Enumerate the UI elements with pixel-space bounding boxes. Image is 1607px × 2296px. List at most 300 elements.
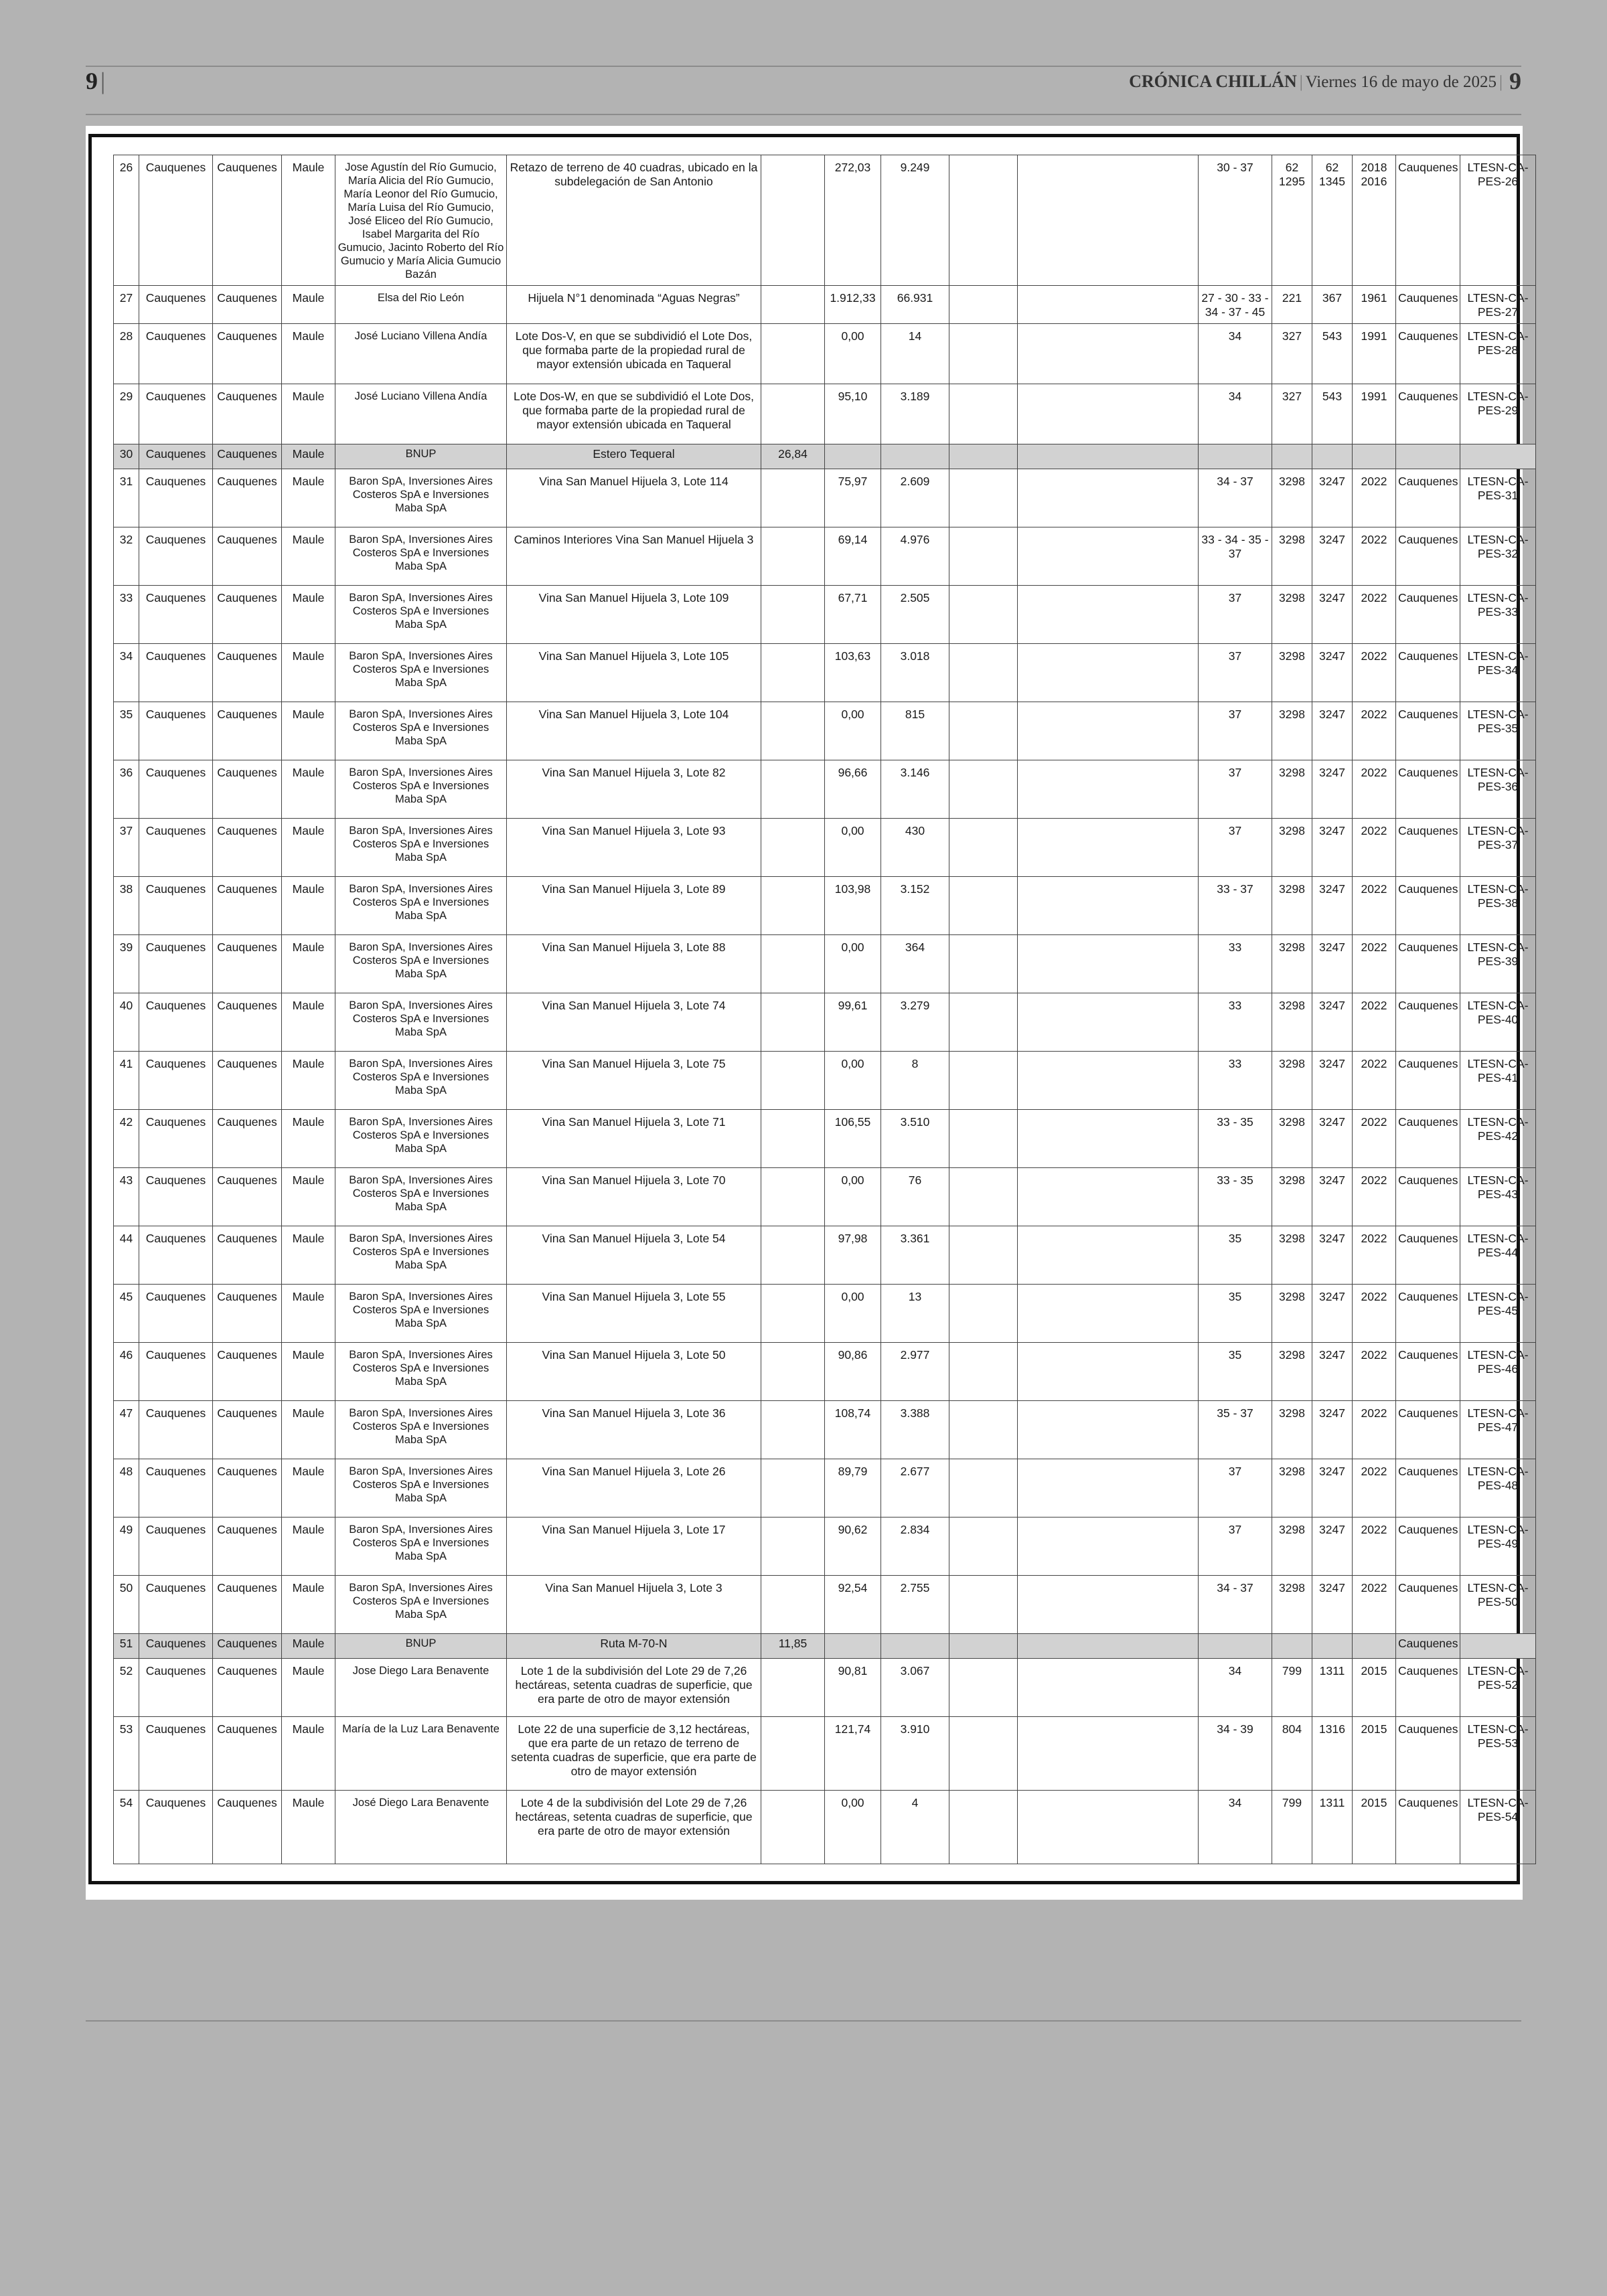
footer-rule (86, 2020, 1521, 2022)
cell-bnup-area (761, 1343, 825, 1401)
table-row (114, 993, 1536, 1052)
cell-commune: Cauquenes (139, 1634, 213, 1659)
cell-plan-code: LTESN-CA-PES-48 (1460, 1459, 1536, 1518)
cell-vertices (1199, 1634, 1272, 1659)
cell-area-a: 272,03 (825, 155, 881, 286)
cell-vertices: 34 - 37 (1199, 469, 1272, 527)
cell-bnup-area (761, 877, 825, 935)
table-row (114, 1659, 1536, 1717)
cell-fojas: 3298 (1272, 1226, 1312, 1285)
cell-area-b: 364 (881, 935, 949, 993)
cell-fojas: 3298 (1272, 1168, 1312, 1226)
cell-registry-office: Cauquenes (1396, 819, 1460, 877)
cell-region: Maule (282, 1791, 335, 1864)
cell-vertices: 30 - 37 (1199, 155, 1272, 286)
cell-bnup-area (761, 644, 825, 702)
cell-number: 31 (114, 469, 139, 527)
cell-number: 46 (114, 1343, 139, 1401)
cell-empty-1 (949, 1343, 1018, 1401)
cell-number: 52 (114, 1659, 139, 1717)
cell-plan-code (1460, 444, 1536, 469)
cell-number: 34 (114, 644, 139, 702)
cell-number: 36 (114, 760, 139, 819)
cell-description: Vina San Manuel Hijuela 3, Lote 36 (507, 1401, 761, 1459)
cell-number: 27 (114, 286, 139, 324)
cell-year: 2015 (1353, 1791, 1396, 1864)
cell-description: Estero Tequeral (507, 444, 761, 469)
cell-province: Cauquenes (213, 1634, 282, 1659)
cell-province: Cauquenes (213, 527, 282, 586)
cell-year: 2022 (1353, 469, 1396, 527)
table-row (114, 384, 1536, 444)
header-masthead (1129, 67, 1521, 96)
cell-registry-office: Cauquenes (1396, 1052, 1460, 1110)
cell-commune: Cauquenes (139, 155, 213, 286)
table-row (114, 1576, 1536, 1634)
cell-empty-2 (1018, 877, 1199, 935)
cell-owner: Baron SpA, Inversiones Aires Costeros SpA e Inversiones Maba SpA (335, 1401, 507, 1459)
cell-owner: Baron SpA, Inversiones Aires Costeros SpA e Inversiones Maba SpA (335, 702, 507, 760)
cell-region: Maule (282, 877, 335, 935)
cell-region: Maule (282, 1459, 335, 1518)
table-row (114, 1518, 1536, 1576)
cell-description: Vina San Manuel Hijuela 3, Lote 26 (507, 1459, 761, 1518)
cell-province: Cauquenes (213, 1226, 282, 1285)
cell-commune: Cauquenes (139, 1576, 213, 1634)
cell-year: 2022 (1353, 1518, 1396, 1576)
cell-area-a: 90,86 (825, 1343, 881, 1401)
cell-area-b: 3.146 (881, 760, 949, 819)
cell-area-b: 14 (881, 324, 949, 384)
cell-vertices: 33 (1199, 1052, 1272, 1110)
cell-owner: Jose Diego Lara Benavente (335, 1659, 507, 1717)
cell-description: Lote 1 de la subdivisión del Lote 29 de 7,26 hectáreas, setenta cuadras de superficie, que era parte de otro de mayor extensión (507, 1659, 761, 1717)
header-separator-1: | (1299, 73, 1303, 91)
cell-vertices: 33 - 35 (1199, 1168, 1272, 1226)
cell-owner: Baron SpA, Inversiones Aires Costeros SpA e Inversiones Maba SpA (335, 935, 507, 993)
cell-number: 32 (114, 527, 139, 586)
table-row (114, 1634, 1536, 1659)
cell-province: Cauquenes (213, 1791, 282, 1864)
cell-number: 42 (114, 1110, 139, 1168)
cell-province: Cauquenes (213, 935, 282, 993)
cell-commune: Cauquenes (139, 1791, 213, 1864)
cell-province: Cauquenes (213, 155, 282, 286)
cell-registry-number: 3247 (1312, 702, 1353, 760)
cell-year: 2015 (1353, 1717, 1396, 1791)
cell-area-b: 3.067 (881, 1659, 949, 1717)
cell-area-a: 0,00 (825, 935, 881, 993)
cell-registry-office: Cauquenes (1396, 1717, 1460, 1791)
cell-province: Cauquenes (213, 444, 282, 469)
cell-bnup-area (761, 1285, 825, 1343)
cell-year: 2022 (1353, 760, 1396, 819)
cell-area-b: 3.018 (881, 644, 949, 702)
cell-vertices: 35 (1199, 1226, 1272, 1285)
cell-owner: María de la Luz Lara Benavente (335, 1717, 507, 1791)
cell-area-b: 8 (881, 1052, 949, 1110)
cell-description: Lote Dos-W, en que se subdividió el Lote Dos, que formaba parte de la propiedad rural de mayor extensión ubicada en Taqueral (507, 384, 761, 444)
cell-description: Vina San Manuel Hijuela 3, Lote 70 (507, 1168, 761, 1226)
cell-empty-1 (949, 1634, 1018, 1659)
cell-registry-number: 1311 (1312, 1791, 1353, 1864)
cell-region: Maule (282, 1634, 335, 1659)
cell-area-b: 2.834 (881, 1518, 949, 1576)
cell-registry-number (1312, 444, 1353, 469)
cell-fojas: 799 (1272, 1791, 1312, 1864)
cell-bnup-area (761, 993, 825, 1052)
cell-empty-2 (1018, 760, 1199, 819)
cell-fojas: 62 1295 (1272, 155, 1312, 286)
cell-bnup-area (761, 286, 825, 324)
cell-vertices: 35 (1199, 1343, 1272, 1401)
cell-registry-number: 3247 (1312, 877, 1353, 935)
cell-commune: Cauquenes (139, 444, 213, 469)
cell-year: 2018 2016 (1353, 155, 1396, 286)
cell-empty-1 (949, 1659, 1018, 1717)
cell-fojas: 327 (1272, 324, 1312, 384)
cell-description: Vina San Manuel Hijuela 3, Lote 75 (507, 1052, 761, 1110)
cell-area-b (881, 1634, 949, 1659)
cell-plan-code: LTESN-CA-PES-33 (1460, 586, 1536, 644)
cell-plan-code: LTESN-CA-PES-26 (1460, 155, 1536, 286)
cell-owner: Baron SpA, Inversiones Aires Costeros SpA e Inversiones Maba SpA (335, 760, 507, 819)
table-row (114, 819, 1536, 877)
cell-region: Maule (282, 1401, 335, 1459)
cell-bnup-area (761, 1518, 825, 1576)
cell-area-b: 2.977 (881, 1343, 949, 1401)
cell-fojas: 3298 (1272, 1518, 1312, 1576)
cell-description: Lote Dos-V, en que se subdividió el Lote Dos, que formaba parte de la propiedad rural de mayor extensión ubicada en Taqueral (507, 324, 761, 384)
cell-registry-office: Cauquenes (1396, 1659, 1460, 1717)
cell-empty-1 (949, 1791, 1018, 1864)
cell-empty-1 (949, 993, 1018, 1052)
cell-plan-code: LTESN-CA-PES-32 (1460, 527, 1536, 586)
cell-empty-2 (1018, 586, 1199, 644)
cell-plan-code: LTESN-CA-PES-42 (1460, 1110, 1536, 1168)
cell-registry-office: Cauquenes (1396, 993, 1460, 1052)
table-row (114, 527, 1536, 586)
table-row (114, 1052, 1536, 1110)
cell-area-b: 815 (881, 702, 949, 760)
cell-registry-office: Cauquenes (1396, 155, 1460, 286)
cell-registry-number: 3247 (1312, 935, 1353, 993)
cell-fojas: 3298 (1272, 1343, 1312, 1401)
cell-registry-number: 3247 (1312, 760, 1353, 819)
cell-empty-2 (1018, 1052, 1199, 1110)
cell-registry-office: Cauquenes (1396, 644, 1460, 702)
cell-registry-number: 3247 (1312, 1285, 1353, 1343)
cell-area-a: 69,14 (825, 527, 881, 586)
cell-plan-code: LTESN-CA-PES-35 (1460, 702, 1536, 760)
cell-region: Maule (282, 527, 335, 586)
cell-empty-2 (1018, 1285, 1199, 1343)
cell-fojas: 799 (1272, 1659, 1312, 1717)
cell-plan-code: LTESN-CA-PES-49 (1460, 1518, 1536, 1576)
cell-registry-number: 3247 (1312, 819, 1353, 877)
cell-area-a: 0,00 (825, 324, 881, 384)
cell-fojas: 3298 (1272, 1459, 1312, 1518)
cell-commune: Cauquenes (139, 1343, 213, 1401)
cell-region: Maule (282, 469, 335, 527)
cell-empty-2 (1018, 1343, 1199, 1401)
cell-empty-1 (949, 702, 1018, 760)
cell-vertices: 33 (1199, 993, 1272, 1052)
cell-vertices: 34 (1199, 1791, 1272, 1864)
cell-description: Vina San Manuel Hijuela 3, Lote 55 (507, 1285, 761, 1343)
cell-owner: Baron SpA, Inversiones Aires Costeros SpA e Inversiones Maba SpA (335, 819, 507, 877)
cell-number: 28 (114, 324, 139, 384)
cell-area-a: 96,66 (825, 760, 881, 819)
cell-registry-office: Cauquenes (1396, 1576, 1460, 1634)
cell-area-a: 89,79 (825, 1459, 881, 1518)
cell-number: 51 (114, 1634, 139, 1659)
cell-empty-2 (1018, 1576, 1199, 1634)
cell-empty-2 (1018, 1791, 1199, 1864)
cell-bnup-area (761, 819, 825, 877)
cell-number: 43 (114, 1168, 139, 1226)
cell-fojas: 804 (1272, 1717, 1312, 1791)
table-row (114, 444, 1536, 469)
cell-registry-number: 3247 (1312, 644, 1353, 702)
cell-number: 33 (114, 586, 139, 644)
cell-description: Vina San Manuel Hijuela 3, Lote 89 (507, 877, 761, 935)
cell-empty-2 (1018, 286, 1199, 324)
cell-commune: Cauquenes (139, 760, 213, 819)
cell-region: Maule (282, 1226, 335, 1285)
cell-bnup-area (761, 1459, 825, 1518)
cell-plan-code: LTESN-CA-PES-47 (1460, 1401, 1536, 1459)
cell-registry-office: Cauquenes (1396, 702, 1460, 760)
cell-owner: Baron SpA, Inversiones Aires Costeros SpA e Inversiones Maba SpA (335, 1343, 507, 1401)
cell-bnup-area (761, 1052, 825, 1110)
cell-vertices: 34 - 39 (1199, 1717, 1272, 1791)
cell-bnup-area (761, 527, 825, 586)
cell-owner: Elsa del Rio León (335, 286, 507, 324)
cell-bnup-area (761, 324, 825, 384)
cell-owner: Baron SpA, Inversiones Aires Costeros SpA e Inversiones Maba SpA (335, 644, 507, 702)
cell-vertices: 33 - 37 (1199, 877, 1272, 935)
cell-year: 2022 (1353, 1052, 1396, 1110)
cell-region: Maule (282, 1285, 335, 1343)
cell-plan-code: LTESN-CA-PES-27 (1460, 286, 1536, 324)
cell-empty-1 (949, 384, 1018, 444)
cell-empty-2 (1018, 1659, 1199, 1717)
cell-area-b (881, 444, 949, 469)
cell-area-a: 75,97 (825, 469, 881, 527)
cell-commune: Cauquenes (139, 286, 213, 324)
cell-region: Maule (282, 644, 335, 702)
cell-registry-number: 3247 (1312, 1576, 1353, 1634)
cell-description: Vina San Manuel Hijuela 3, Lote 17 (507, 1518, 761, 1576)
cell-owner: Baron SpA, Inversiones Aires Costeros SpA e Inversiones Maba SpA (335, 993, 507, 1052)
cell-province: Cauquenes (213, 1343, 282, 1401)
cell-fojas: 3298 (1272, 702, 1312, 760)
cell-empty-2 (1018, 1226, 1199, 1285)
cell-description: Vina San Manuel Hijuela 3, Lote 71 (507, 1110, 761, 1168)
cell-fojas: 327 (1272, 384, 1312, 444)
cell-description: Vina San Manuel Hijuela 3, Lote 104 (507, 702, 761, 760)
cell-region: Maule (282, 1168, 335, 1226)
cell-plan-code: LTESN-CA-PES-39 (1460, 935, 1536, 993)
cell-registry-office: Cauquenes (1396, 384, 1460, 444)
cell-empty-1 (949, 527, 1018, 586)
cell-province: Cauquenes (213, 760, 282, 819)
cell-empty-2 (1018, 155, 1199, 286)
cell-bnup-area (761, 935, 825, 993)
cell-owner: José Luciano Villena Andía (335, 384, 507, 444)
cell-bnup-area (761, 1659, 825, 1717)
cell-number: 54 (114, 1791, 139, 1864)
cell-year: 2022 (1353, 1168, 1396, 1226)
cell-area-a: 103,98 (825, 877, 881, 935)
cell-vertices: 33 - 35 (1199, 1110, 1272, 1168)
cell-registry-number: 3247 (1312, 469, 1353, 527)
cell-empty-1 (949, 760, 1018, 819)
cell-area-a: 0,00 (825, 819, 881, 877)
page-sheet (86, 126, 1529, 1900)
cell-area-b: 66.931 (881, 286, 949, 324)
cell-number: 37 (114, 819, 139, 877)
cell-empty-2 (1018, 1459, 1199, 1518)
cell-fojas (1272, 444, 1312, 469)
cell-year: 2022 (1353, 644, 1396, 702)
cell-owner: José Diego Lara Benavente (335, 1791, 507, 1864)
cell-empty-2 (1018, 444, 1199, 469)
cell-year: 1991 (1353, 384, 1396, 444)
cell-registry-number: 3247 (1312, 1343, 1353, 1401)
cell-vertices: 27 - 30 - 33 - 34 - 37 - 45 (1199, 286, 1272, 324)
cell-commune: Cauquenes (139, 819, 213, 877)
cell-plan-code: LTESN-CA-PES-53 (1460, 1717, 1536, 1791)
cell-year: 2015 (1353, 1659, 1396, 1717)
cell-registry-number: 367 (1312, 286, 1353, 324)
page-number-right: 9 (1509, 68, 1521, 94)
table-body (114, 155, 1536, 1864)
cell-registry-number: 3247 (1312, 1110, 1353, 1168)
cell-empty-1 (949, 1518, 1018, 1576)
table-row (114, 1226, 1536, 1285)
cell-area-b: 3.910 (881, 1717, 949, 1791)
cell-area-a: 0,00 (825, 1791, 881, 1864)
cell-owner: Baron SpA, Inversiones Aires Costeros SpA e Inversiones Maba SpA (335, 586, 507, 644)
table-row (114, 1168, 1536, 1226)
cell-vertices: 37 (1199, 702, 1272, 760)
cell-province: Cauquenes (213, 702, 282, 760)
table-row (114, 877, 1536, 935)
cell-fojas: 221 (1272, 286, 1312, 324)
cell-commune: Cauquenes (139, 527, 213, 586)
cell-plan-code: LTESN-CA-PES-44 (1460, 1226, 1536, 1285)
table-row (114, 286, 1536, 324)
cell-area-b: 2.609 (881, 469, 949, 527)
cell-area-b: 3.510 (881, 1110, 949, 1168)
cell-description: Vina San Manuel Hijuela 3, Lote 105 (507, 644, 761, 702)
cell-province: Cauquenes (213, 993, 282, 1052)
cell-empty-1 (949, 586, 1018, 644)
cell-description: Lote 22 de una superficie de 3,12 hectáreas, que era parte de un retazo de terreno de setenta cuadras de superficie, que era parte de otro de mayor extensión (507, 1717, 761, 1791)
cell-number: 30 (114, 444, 139, 469)
cell-registry-number: 3247 (1312, 586, 1353, 644)
page-header (86, 66, 1521, 115)
cell-area-a: 103,63 (825, 644, 881, 702)
cell-number: 35 (114, 702, 139, 760)
cell-empty-1 (949, 644, 1018, 702)
table-row (114, 760, 1536, 819)
cell-area-b: 3.189 (881, 384, 949, 444)
cell-year: 2022 (1353, 1285, 1396, 1343)
cell-year: 2022 (1353, 877, 1396, 935)
cell-vertices: 37 (1199, 1459, 1272, 1518)
cell-owner: Baron SpA, Inversiones Aires Costeros SpA e Inversiones Maba SpA (335, 877, 507, 935)
cell-province: Cauquenes (213, 1459, 282, 1518)
cell-owner: Baron SpA, Inversiones Aires Costeros SpA e Inversiones Maba SpA (335, 527, 507, 586)
table-row (114, 324, 1536, 384)
cell-province: Cauquenes (213, 1717, 282, 1791)
cell-description: Vina San Manuel Hijuela 3, Lote 3 (507, 1576, 761, 1634)
cell-region: Maule (282, 1052, 335, 1110)
cell-area-a: 67,71 (825, 586, 881, 644)
cell-empty-1 (949, 1401, 1018, 1459)
cell-province: Cauquenes (213, 384, 282, 444)
cell-bnup-area (761, 1576, 825, 1634)
cell-area-a: 0,00 (825, 1052, 881, 1110)
cell-province: Cauquenes (213, 1110, 282, 1168)
cell-year: 2022 (1353, 1343, 1396, 1401)
cell-number: 26 (114, 155, 139, 286)
cell-description: Vina San Manuel Hijuela 3, Lote 109 (507, 586, 761, 644)
cell-empty-1 (949, 1110, 1018, 1168)
cell-area-b: 2.505 (881, 586, 949, 644)
cell-region: Maule (282, 819, 335, 877)
cell-description: Caminos Interiores Vina San Manuel Hijuela 3 (507, 527, 761, 586)
cell-year: 1991 (1353, 324, 1396, 384)
cell-plan-code: LTESN-CA-PES-36 (1460, 760, 1536, 819)
cell-vertices: 37 (1199, 819, 1272, 877)
cell-number: 40 (114, 993, 139, 1052)
cell-plan-code: LTESN-CA-PES-37 (1460, 819, 1536, 877)
cell-registry-number (1312, 1634, 1353, 1659)
cell-year: 2022 (1353, 993, 1396, 1052)
cell-commune: Cauquenes (139, 935, 213, 993)
cell-registry-office: Cauquenes (1396, 760, 1460, 819)
cell-province: Cauquenes (213, 324, 282, 384)
cell-year: 2022 (1353, 935, 1396, 993)
cell-registry-office: Cauquenes (1396, 1791, 1460, 1864)
cell-year (1353, 444, 1396, 469)
cell-empty-1 (949, 1226, 1018, 1285)
cell-province: Cauquenes (213, 644, 282, 702)
cell-description: Lote 4 de la subdivisión del Lote 29 de 7,26 hectáreas, setenta cuadras de superficie, que era parte de otro de mayor extensión (507, 1791, 761, 1864)
cell-region: Maule (282, 702, 335, 760)
cell-empty-2 (1018, 819, 1199, 877)
cell-owner: Baron SpA, Inversiones Aires Costeros SpA e Inversiones Maba SpA (335, 1285, 507, 1343)
cell-registry-office: Cauquenes (1396, 1168, 1460, 1226)
cell-registry-office: Cauquenes (1396, 877, 1460, 935)
cell-province: Cauquenes (213, 877, 282, 935)
table-row (114, 1717, 1536, 1791)
cell-plan-code: LTESN-CA-PES-52 (1460, 1659, 1536, 1717)
cell-empty-2 (1018, 1168, 1199, 1226)
cell-area-a: 1.912,33 (825, 286, 881, 324)
cell-owner: Baron SpA, Inversiones Aires Costeros SpA e Inversiones Maba SpA (335, 469, 507, 527)
cell-commune: Cauquenes (139, 469, 213, 527)
cell-number: 47 (114, 1401, 139, 1459)
cell-vertices: 35 (1199, 1285, 1272, 1343)
cell-empty-1 (949, 819, 1018, 877)
cell-owner: Baron SpA, Inversiones Aires Costeros SpA e Inversiones Maba SpA (335, 1052, 507, 1110)
cell-bnup-area (761, 1401, 825, 1459)
